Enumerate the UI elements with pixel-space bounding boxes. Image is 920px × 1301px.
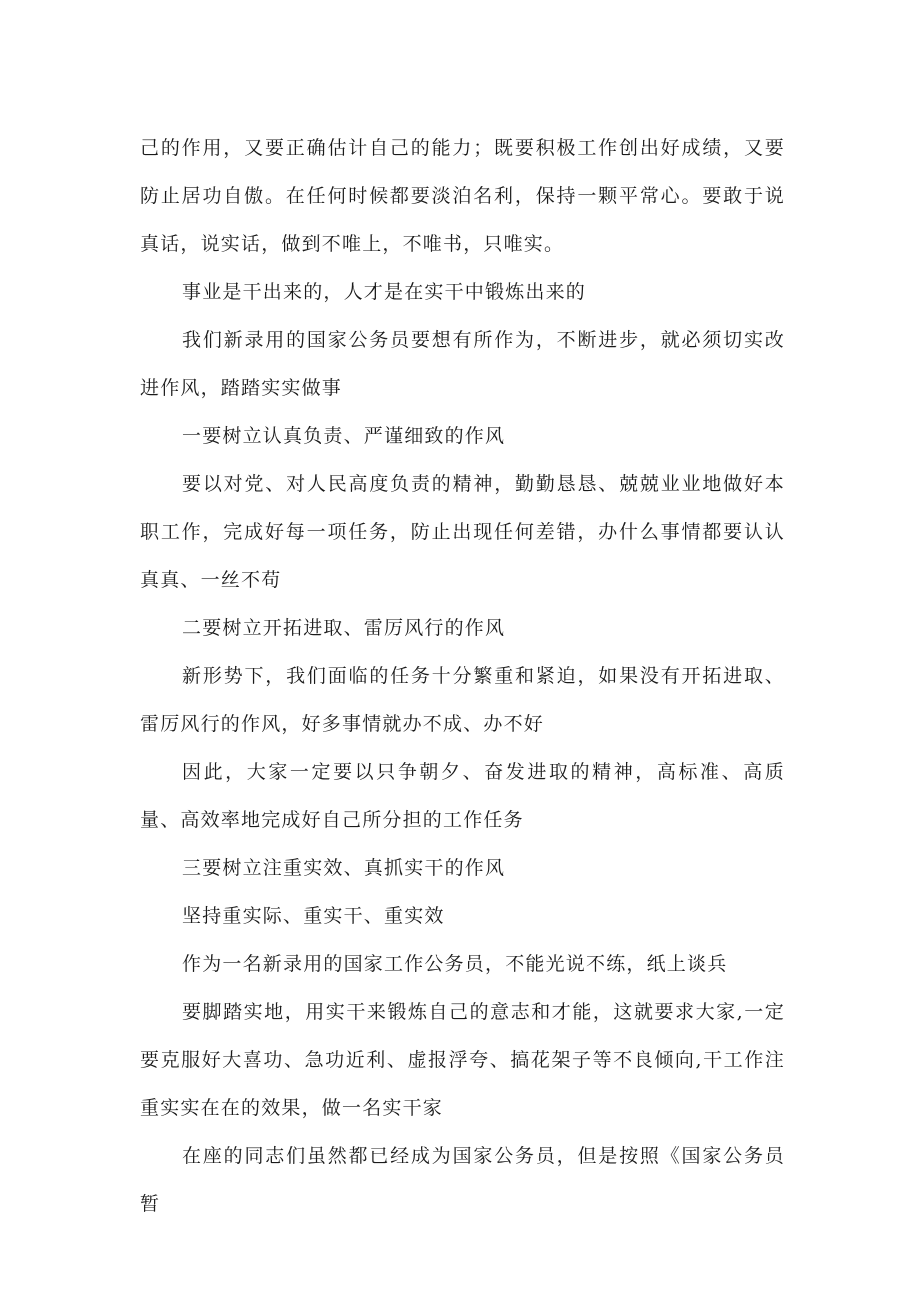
paragraph-heading: 一要树立认真负责、严谨细致的作风 [182, 425, 506, 447]
paragraph: 要脚踏实地，用实干来锻炼自己的意志和才能，这就要求大家,一定要克服好大喜功、急功近利、虚报浮夸、搞花架子等不良倾向,干工作注重实实在在的效果，做一名实干家 [140, 1001, 785, 1119]
paragraph: 我们新录用的国家公务员要想有所作为，不断进步，就必须切实改进作风，踏踏实实做事 [140, 329, 785, 399]
paragraph-heading: 三要树立注重实效、真抓实干的作风 [182, 857, 506, 879]
paragraph: 在座的同志们虽然都已经成为国家公务员，但是按照《国家公务员暂 [140, 1145, 785, 1215]
paragraph-continuation: 己的作用，又要正确估计自己的能力；既要积极工作创出好成绩，又要防止居功自傲。在任何时候都要淡泊名利，保持一颗平常心。要敢于说真话，说实话，做到不唯上，不唯书，只唯实。 [140, 137, 785, 255]
document-body [140, 124, 785, 1228]
paragraph: 作为一名新录用的国家工作公务员，不能光说不练，纸上谈兵 [182, 953, 728, 975]
paragraph: 新形势下，我们面临的任务十分繁重和紧迫，如果没有开拓进取、雷厉风行的作风，好多事情就办不成、办不好 [140, 665, 785, 735]
paragraph: 坚持重实际、重实干、重实效 [182, 905, 445, 927]
paragraph: 因此，大家一定要以只争朝夕、奋发进取的精神，高标准、高质量、高效率地完成好自己所分担的工作任务 [140, 761, 785, 831]
paragraph-heading: 二要树立开拓进取、雷厉风行的作风 [182, 617, 506, 639]
paragraph: 事业是干出来的，人才是在实干中锻炼出来的 [182, 281, 587, 303]
paragraph: 要以对党、对人民高度负责的精神，勤勤恳恳、兢兢业业地做好本职工作，完成好每一项任务，防止出现任何差错，办什么事情都要认认真真、一丝不苟 [140, 473, 785, 591]
